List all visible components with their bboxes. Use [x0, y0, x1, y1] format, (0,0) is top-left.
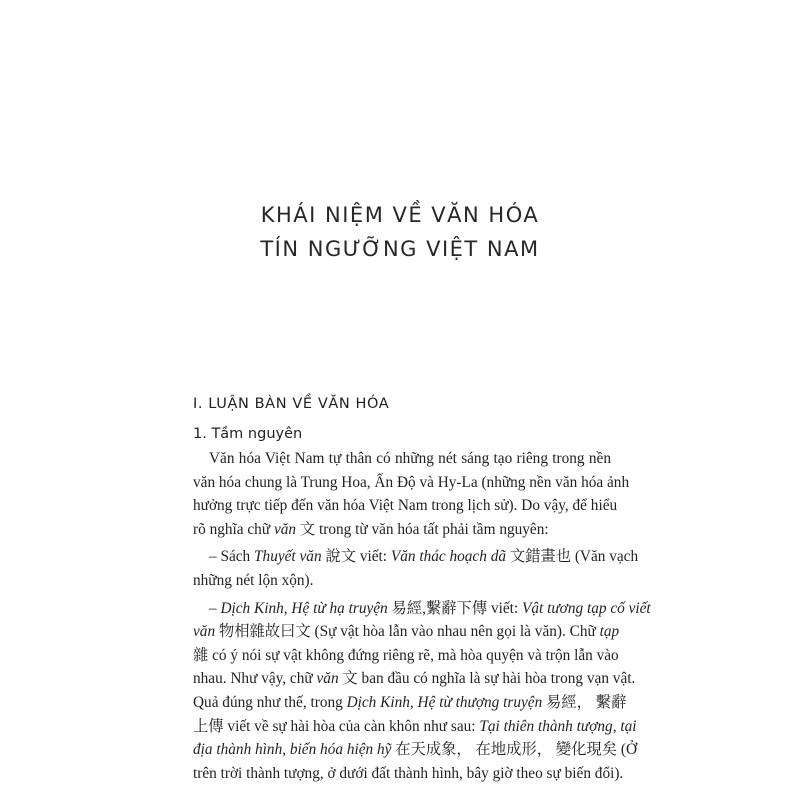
text-line — [193, 447, 611, 471]
text-line — [193, 738, 638, 762]
italic-text: Dịch Kinh, Hệ từ thượng truyện — [346, 693, 543, 711]
text-line — [193, 762, 624, 786]
text-line — [193, 545, 639, 569]
italic-text: tạp — [599, 623, 620, 641]
paragraph — [193, 597, 651, 786]
text: 物相雜故曰文 (Sự vật hòa lẫn vào nhau nên gọi là văn). Chữ — [215, 623, 600, 641]
italic-text: Vật tương tạp cố viết — [522, 599, 651, 617]
text: những nét lộn xộn). — [193, 571, 314, 589]
text: 文錯畫也 (Văn vạch — [506, 548, 639, 566]
text-line — [193, 667, 636, 691]
text: 文 trong từ văn hóa tất phải tầm nguyên: — [296, 520, 549, 538]
italic-text: văn — [273, 520, 297, 538]
italic-text: địa thành hình, biến hóa hiện hỹ — [193, 741, 392, 759]
text: 在天成象， 在地成形， 變化現矣 (Ở — [391, 741, 638, 759]
text: rõ nghĩa chữ — [193, 520, 274, 538]
text-line — [193, 518, 611, 542]
text: nhau. Như vậy, chữ — [193, 670, 317, 688]
italic-text: Tại thiên thành tượng, tại — [479, 717, 637, 735]
subsection-heading: 1. Tầm nguyên — [193, 426, 303, 442]
text: Quả đúng như thế, trong — [193, 693, 347, 711]
text: 說文 viết: — [321, 548, 391, 566]
text-line — [193, 715, 637, 739]
italic-text: – Dịch Kinh, Hệ từ hạ truyện — [209, 599, 388, 617]
text: 易經,繫辭下傳 viết: — [387, 599, 522, 617]
italic-text: văn — [193, 623, 216, 641]
chapter-title-line-1: KHÁI NIỆM VỀ VĂN HÓA — [260, 203, 540, 227]
text-line — [193, 620, 620, 644]
text: Văn hóa Việt Nam tự thân có những nét sáng tạo riêng trong nền — [209, 450, 611, 467]
paragraph — [193, 447, 630, 541]
text: 文 ban đầu có nghĩa là sự hài hòa trong vạn vật. — [338, 670, 636, 688]
text: 易經， 繫辭 — [542, 693, 627, 711]
text-line — [193, 494, 618, 518]
text-line — [193, 569, 611, 593]
text: – Sách — [209, 548, 255, 566]
text: 上傳 viết về sự hài hòa của càn khôn như sau: — [193, 717, 480, 735]
text: 雜 có ý nói sự vật không đứng riêng rẽ, mà hòa quyện và trộn lẫn vào — [193, 646, 619, 664]
text-line — [193, 691, 627, 715]
text-line — [193, 644, 619, 668]
paragraph — [193, 545, 639, 592]
section-heading: I. LUẬN BÀN VỀ VĂN HÓA — [193, 396, 390, 412]
body-text — [193, 447, 651, 789]
chapter-title-line-2: TÍN NGƯỠNG VIỆT NAM — [260, 237, 540, 261]
text-line — [193, 471, 630, 495]
italic-text: văn — [316, 670, 339, 688]
text: hưởng trực tiếp đến văn hóa Việt Nam trong lịch sử). Do vậy, để hiểu — [193, 497, 618, 515]
text: trên trời thành tượng, ở dưới đất thành hình, bây giờ theo sự biến đổi). — [193, 764, 624, 782]
italic-text: Văn thác hoạch dã — [390, 548, 506, 566]
italic-text: Thuyết văn — [254, 548, 322, 566]
text-line — [193, 597, 651, 621]
text: văn hóa chung là Trung Hoa, Ấn Độ và Hy-La (những nền văn hóa ảnh — [193, 473, 630, 491]
